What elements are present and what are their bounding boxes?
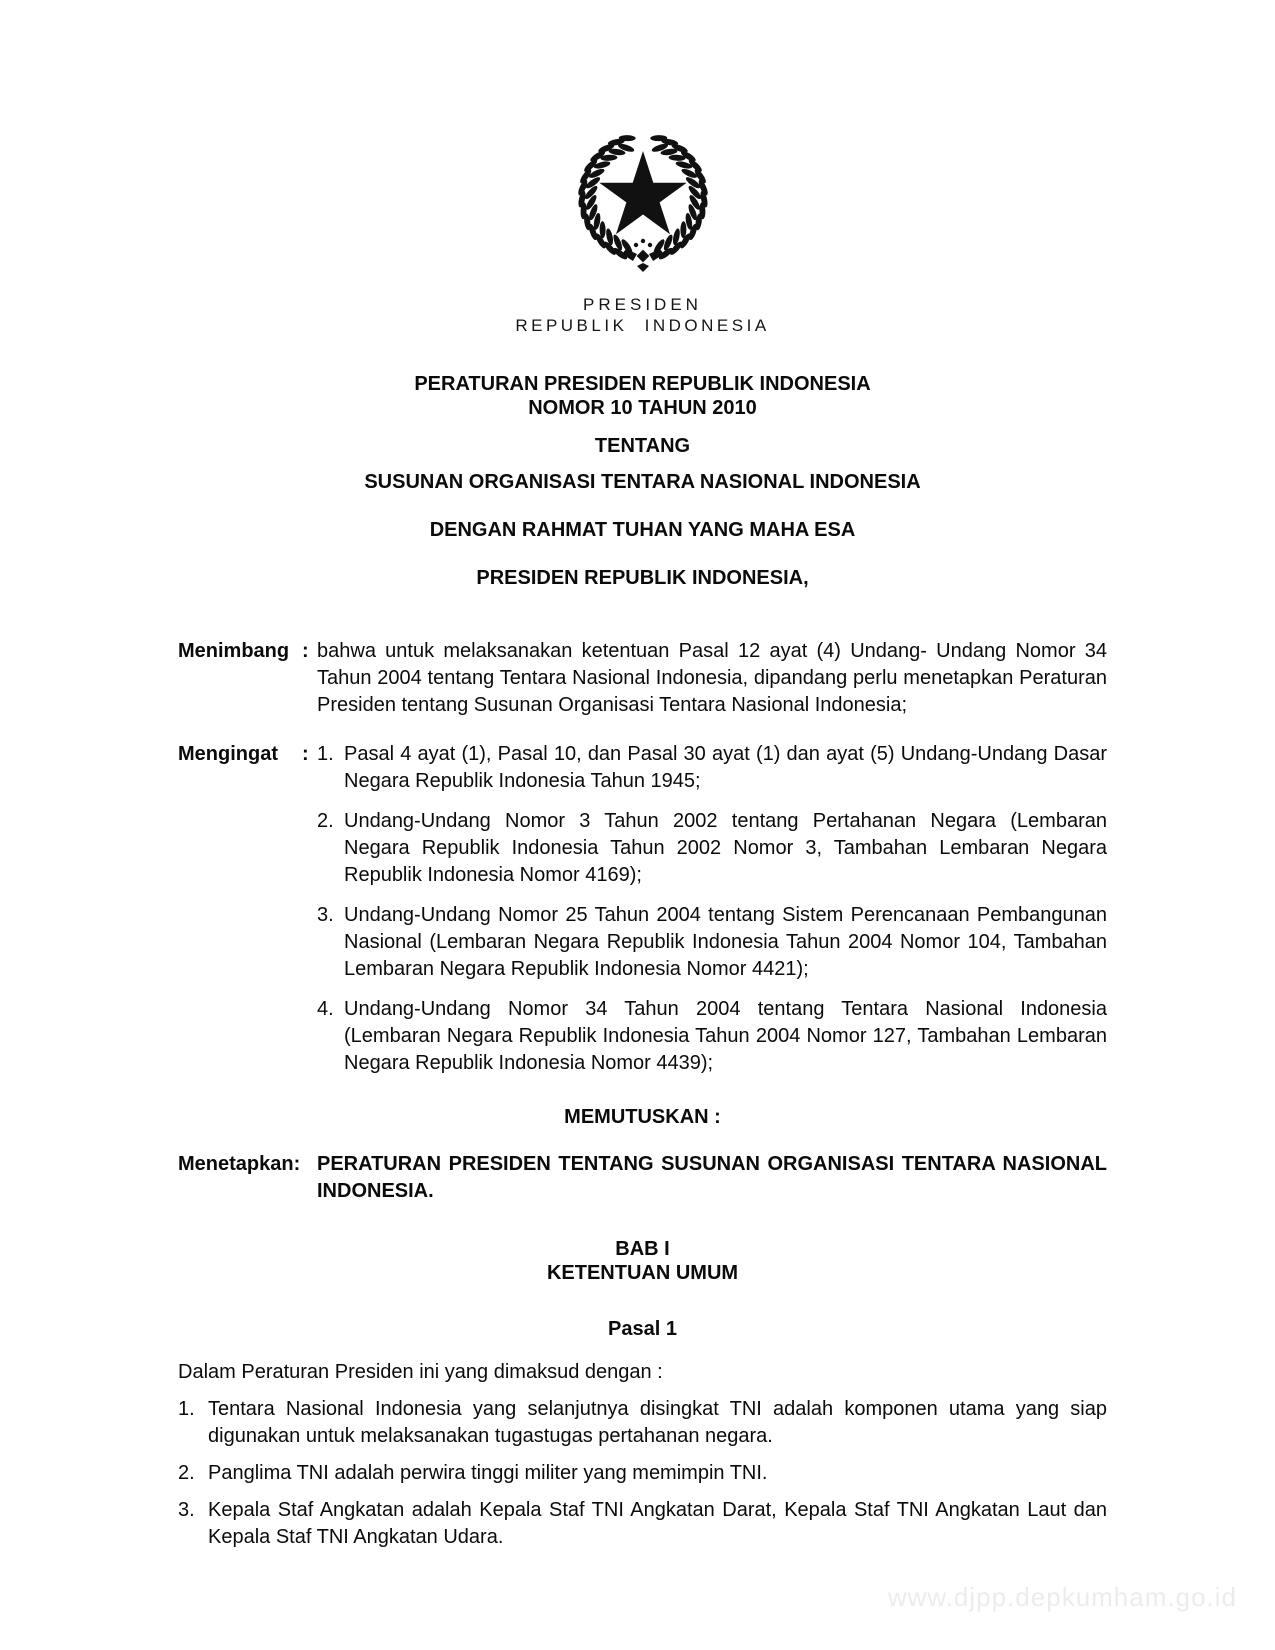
mengingat-items xyxy=(317,741,1107,1077)
menimbang-colon: : xyxy=(302,640,309,662)
article-items xyxy=(178,1396,1107,1551)
presidential-seal-icon xyxy=(567,124,719,292)
issuer-line: PRESIDEN REPUBLIK INDONESIA, xyxy=(476,567,809,589)
item-text: Undang-Undang Nomor 3 Tahun 2002 tentang Pertahanan Negara (Lembaran Negara Republik Indonesia Tahun 2002 Nomor 3, Tambahan Lembaran Negara Republik Indonesia Nomor 4169); xyxy=(344,810,1107,886)
item-number: 1. xyxy=(178,1398,195,1420)
mengingat-clause xyxy=(178,741,1107,1077)
item-text: Kepala Staf Angkatan adalah Kepala Staf TNI Angkatan Darat, Kepala Staf TNI Angkatan Laut dan Kepala Staf TNI Angkatan Udara. xyxy=(208,1499,1107,1548)
item-text: Tentara Nasional Indonesia yang selanjutnya disingkat TNI adalah komponen utama yang siap digunakan untuk melaksanakan tugastugas pertahanan negara. xyxy=(208,1398,1107,1447)
item-number: 3. xyxy=(317,904,334,926)
item-number: 2. xyxy=(317,810,334,832)
mengingat-item xyxy=(317,741,1107,795)
memutuskan-heading: MEMUTUSKAN : xyxy=(564,1106,721,1128)
article-intro: Dalam Peraturan Presiden ini yang dimaksud dengan : xyxy=(178,1361,663,1383)
chapter-number: BAB I xyxy=(615,1238,670,1260)
item-number: 4. xyxy=(317,998,334,1020)
mengingat-label: Mengingat xyxy=(178,743,278,765)
menimbang-clause xyxy=(178,638,1107,719)
menimbang-text: bahwa untuk melaksanakan ketentuan Pasal 12 ayat (4) Undang- Undang Nomor 34 Tahun 2004 tentang Tentara Nasional Indonesia, dipandang perlu menetapkan Peraturan Presiden tentang Susunan Organisasi Tentara Nasional Indonesia; xyxy=(317,640,1107,716)
article-item xyxy=(178,1497,1107,1551)
mengingat-colon: : xyxy=(302,743,309,765)
regulation-subject: SUSUNAN ORGANISASI TENTARA NASIONAL INDONESIA xyxy=(364,471,921,493)
item-text: Panglima TNI adalah perwira tinggi militer yang memimpin TNI. xyxy=(208,1462,768,1484)
menetapkan-label: Menetapkan: xyxy=(178,1153,301,1175)
chapter-block xyxy=(178,1237,1107,1285)
item-number: 3. xyxy=(178,1499,195,1521)
site-watermark: www.djpp.depkumham.go.id xyxy=(887,1582,1237,1612)
regulation-title-line1: PERATURAN PRESIDEN REPUBLIK INDONESIA xyxy=(414,373,871,395)
mengingat-item xyxy=(317,808,1107,889)
star-icon xyxy=(599,151,686,234)
title-block xyxy=(178,372,1107,590)
letterhead-line1: PRESIDEN xyxy=(583,295,702,314)
item-number: 2. xyxy=(178,1462,195,1484)
mengingat-item xyxy=(317,902,1107,983)
item-text: Undang-Undang Nomor 34 Tahun 2004 tentang Tentara Nasional Indonesia (Lembaran Negara Republik Indonesia Tahun 2004 Nomor 127, Tambahan Lembaran Negara Republik Indonesia Nomor 4439); xyxy=(344,998,1107,1074)
article-item xyxy=(178,1396,1107,1450)
menetapkan-text: PERATURAN PRESIDEN TENTANG SUSUNAN ORGANISASI TENTARA NASIONAL INDONESIA. xyxy=(317,1153,1107,1202)
letterhead-line2: REPUBLIK INDONESIA xyxy=(515,316,770,335)
item-text: Pasal 4 ayat (1), Pasal 10, dan Pasal 30 ayat (1) dan ayat (5) Undang-Undang Dasar Negara Republik Indonesia Tahun 1945; xyxy=(344,743,1107,792)
mengingat-item xyxy=(317,996,1107,1077)
invocation-line: DENGAN RAHMAT TUHAN YANG MAHA ESA xyxy=(429,519,856,541)
menimbang-label: Menimbang xyxy=(178,640,290,662)
letterhead xyxy=(178,294,1107,336)
item-text: Undang-Undang Nomor 25 Tahun 2004 tentang Sistem Perencanaan Pembangunan Nasional (Lembaran Negara Republik Indonesia Tahun 2004 Nomor 104, Tambahan Lembaran Negara Republik Indonesia Nomor 4421); xyxy=(344,904,1107,980)
menetapkan-clause xyxy=(178,1151,1107,1205)
tentang-heading: TENTANG xyxy=(594,435,691,457)
regulation-number: NOMOR 10 TAHUN 2010 xyxy=(528,397,757,419)
chapter-title: KETENTUAN UMUM xyxy=(546,1262,739,1284)
item-number: 1. xyxy=(317,743,334,765)
article-item xyxy=(178,1460,1107,1487)
article-heading: Pasal 1 xyxy=(608,1318,677,1340)
